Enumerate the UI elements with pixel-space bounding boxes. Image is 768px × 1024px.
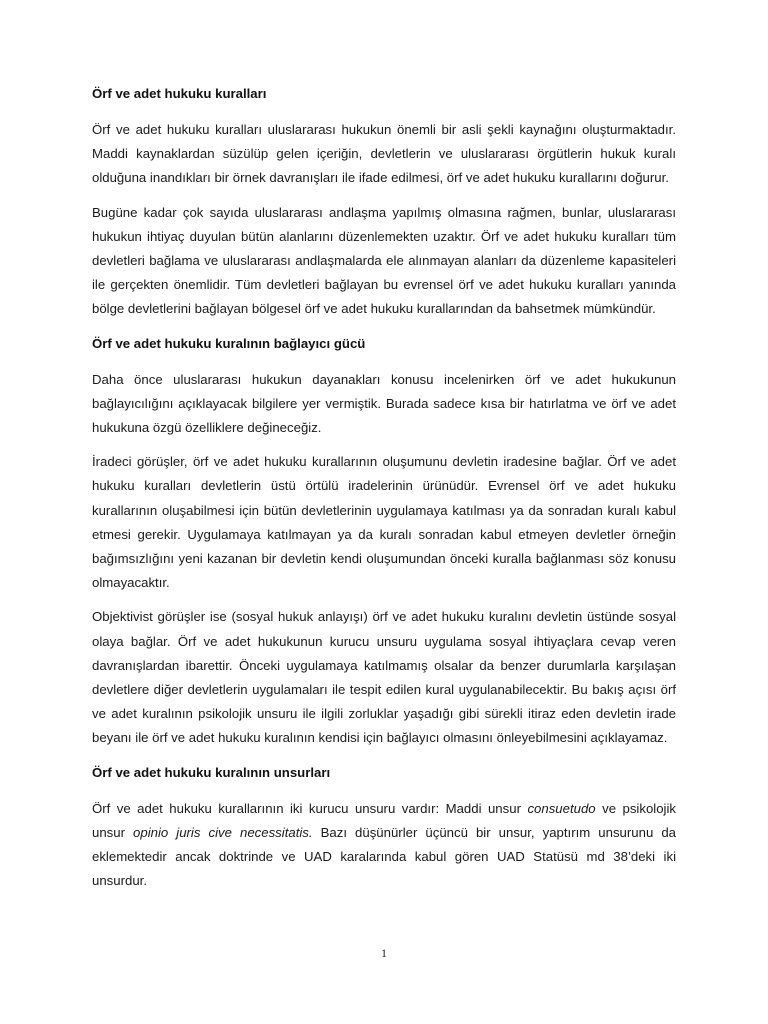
italic-term-consuetudo: consuetudo — [527, 800, 596, 816]
text-run: Örf ve adet hukuku kurallarının iki kurucu unsuru vardır: Maddi unsur — [92, 800, 528, 816]
paragraph: Daha önce uluslararası hukukun dayanakları konusu incelenirken örf ve adet hukukunun bağlayıcılığını açıklayacak bilgilere yer vermiştik. Burada sadece kısa bir hatırlatma ve örf ve adet hukukuna özgü özelliklere değineceğiz. — [92, 371, 676, 436]
paragraph-elements — [92, 797, 676, 894]
page-number: 1 — [381, 946, 387, 960]
text-run: ve psikolojik unsur — [92, 800, 677, 840]
section-heading-binding-force: Örf ve adet hukuku kuralının bağlayıcı gücü — [92, 335, 366, 351]
italic-term-opinio-juris: opinio juris cive necessitatis. — [133, 824, 313, 840]
section-heading-custom-law-rules: Örf ve adet hukuku kuralları — [92, 86, 267, 101]
text-run: Bazı düşünürler üçüncü bir unsur, yaptırım unsurunu da eklemektedir ancak doktrinde ve UAD karalarında kabul gören UAD Statüsü md 38’deki iki unsurdur. — [92, 824, 676, 889]
page-content — [92, 82, 676, 903]
paragraph: Bugüne kadar çok sayıda uluslararası andlaşma yapılmış olmasına rağmen, bunlar, uluslararası hukukun ihtiyaç duyulan bütün alanlarını düzenlemekten uzaktır. Örf ve adet hukuku kuralları tüm devletleri bağlama ve uluslararası andlaşmalarda ele alınmayan alanları da düzenleme kapasiteleri ile gerçekten önemlidir. Tüm devletleri bağlayan bu evrensel örf ve adet hukuku kuralları yanında bölge devletlerini bağlayan bölgesel örf ve adet hukuku kurallarından da bahsetmek mümkündür. — [92, 204, 676, 317]
paragraph: Objektivist görüşler ise (sosyal hukuk anlayışı) örf ve adet hukuku kuralını devletin üstünde sosyal olaya bağlar. Örf ve adet hukukunun kurucu unsuru uygulama sosyal ihtiyaçlara cevap veren davranışlardan ibarettir. Önceki uygulamaya katılmamış olsalar da benzer durumlarla karşılaşan devletlere diğer devletlerin uygulamaları ile tespit edilen kural uygulanabilecektir. Bu bakış açısı örf ve adet kuralının psikolojik unsuru ile ilgili zorluklar yaşadığı gibi sürekli itiraz eden devletin irade beyanı ile örf ve adet hukuku kuralının kendisi için bağlayıcı olmasını önleyebilmesini açıklayamaz. — [92, 609, 676, 746]
paragraph: İradeci görüşler, örf ve adet hukuku kurallarının oluşumunu devletin iradesine bağlar. Örf ve adet hukuku kuralları devletlerin üstü örtülü iradelerinin ürünüdür. Evrensel örf ve adet hukuku kurallarının oluşabilmesi için bütün devletlerinin uygulamaya katılması ya da sonradan kuralı kabul etmesi gerekir. Uygulamaya katılmayan ya da kuralı sonradan kabul etmeyen devletler örneğin bağımsızlığını yeni kazanan bir devletin kendi oluşumundan önceki kuralla bağlanması söz konusu olmayacaktır. — [92, 454, 676, 591]
paragraph: Örf ve adet hukuku kuralları uluslararası hukukun önemli bir asli şekli kaynağını oluşturmaktadır. Maddi kaynaklardan süzülüp gelen içeriğin, devletlerin ve uluslararası örgütlerin hukuk kuralı olduğuna inandıkları bir örnek davranışları ile ifade edilmesi, örf ve adet hukuku kurallarını doğurur. — [92, 122, 676, 186]
section-heading-elements: Örf ve adet hukuku kuralının unsurları — [92, 764, 331, 780]
